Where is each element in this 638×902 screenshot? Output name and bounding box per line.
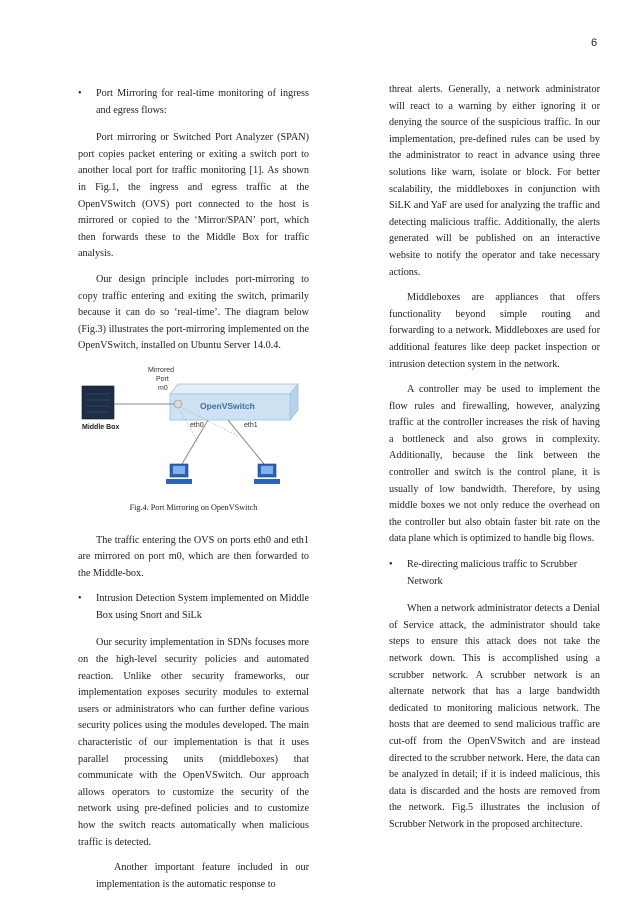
host-icon (166, 464, 192, 484)
right-column (389, 82, 600, 843)
bullet-text: Port Mirroring for real-time monitoring of ingress and egress flows: (96, 88, 309, 116)
paragraph: When a network administrator detects a Denial of Service attack, the administrator should take steps to ensure this attack does not take the network down. This is accomplished using a scrubber network. A scrubber network is an alternate network that has a large bandwidth dedicated to monitoring malicious network. The hosts that are deemed to send malicious traffic are cut-off from the OpenVSwitch and are instead directed to the scrubber network. Here, the data can be analyzed in detail; if it is indeed malicious, this data is discarded and the hosts are removed from the network. Fig.5 illustrates the inclusion of Scrubber Network in the proposed architecture. (389, 603, 600, 830)
network-diagram (78, 364, 309, 492)
mirrored-label: m0 (158, 384, 168, 392)
left-column (78, 86, 309, 902)
mirrored-label: Mirrored (148, 366, 175, 374)
bullet-text: Intrusion Detection System implemented on Middle Box using Snort and SiLk (96, 593, 309, 621)
switch-top (170, 384, 298, 394)
page-number: 6 (591, 37, 598, 49)
paragraph: Our design principle includes port-mirroring to copy traffic entering and exiting the switch, primarily because it can do so ‘real-time’. The diagram below (Fig.3) illustrates the port-mirroring implemented on the OpenVSwitch, installed on Ubuntu Server 14.0.4. (78, 273, 309, 352)
eth0-label: eth0 (190, 421, 204, 429)
port-mirroring-figure (78, 364, 309, 492)
bullet-dot: • (78, 88, 82, 99)
bullet-port-mirroring (78, 86, 309, 119)
paragraph: Port mirroring or Switched Port Analyzer (SPAN) port copies packet entering or exiting a switch port to another local port for traffic monitoring [1]. As shown in Fig.1, the ingress and egress traffic at the OpenVSwitch (OVS) port connected to the host is mirrored or copied to the ‘Mirror/SPAN’ port, which then forwards these to the Middle Box for traffic analysis. (78, 132, 309, 260)
paragraph: Another important feature included in our implementation is the automatic response to (96, 862, 309, 890)
bullet-scrubber (389, 557, 600, 590)
host-icon (254, 464, 280, 484)
switch-label: OpenVSwitch (200, 400, 255, 411)
middle-box-label: Middle Box (82, 423, 120, 431)
bullet-dot: • (389, 559, 393, 571)
paragraph: Our security implementation in SDNs focuses more on the high-level security policies and automated reaction. Unlike other security frameworks, our implementation exposes security modules to external users or administrators who can further define various security polices using the modules developed. The main characteristic of our implementation is that it uses parallel processing units (middleboxes) that communicate with the OpenVSwitch. Our approach allows operators to customize the security of the network using pre-defined policies and to customize how the switch reacts automatically when malicious traffic is detected. (78, 637, 309, 848)
bullet-text: Re-directing malicious traffic to Scrubber Network (407, 559, 578, 587)
paragraph: The traffic entering the OVS on ports eth0 and eth1 are mirrored on port m0, which are then forwarded to the Middle-box. (78, 534, 309, 579)
mirrored-label: Port (156, 375, 169, 383)
middle-box-icon (82, 386, 114, 419)
bullet-dot: • (78, 593, 82, 605)
paragraph: A controller may be used to implement the flow rules and firewalling, however, analyzing traffic at the controller increases the risk of having a bottleneck and also grows in complexity. Additionally, because the link between the controller and switch is the control plane, it is usually of low bandwidth. Therefore, by using middle boxes we not only reduce the overhead on the controller but also obtain faster bit rate on the data plane which is optimized to handle big flows. (389, 384, 600, 545)
paragraph: Middleboxes are appliances that offers functionality beyond simple routing and forwarding to a network. Middleboxes are used for additional features like deep packet inspection or intrusion detection system in the network. (389, 292, 600, 370)
eth1-label: eth1 (244, 421, 258, 429)
mirrored-port-icon (174, 400, 182, 408)
paragraph: threat alerts. Generally, a network administrator will react to a warning by either ignoring it or denying the source of the suspicious traffic. In our implementation, pre-defined rules can be used by the administrator to react in advance using three solutions like warn, isolate or block. For better scalability, the middleboxes in conjunction with SiLK and YaF are used for analyzing the traffic and detecting malicious traffic. Additionally, the alerts generated will be published on an interactive website to notify the operator and take necessary actions. (389, 84, 600, 278)
bullet-ids (78, 591, 309, 624)
figure-caption: Fig.4. Port Mirroring on OpenVSwitch (129, 502, 258, 512)
